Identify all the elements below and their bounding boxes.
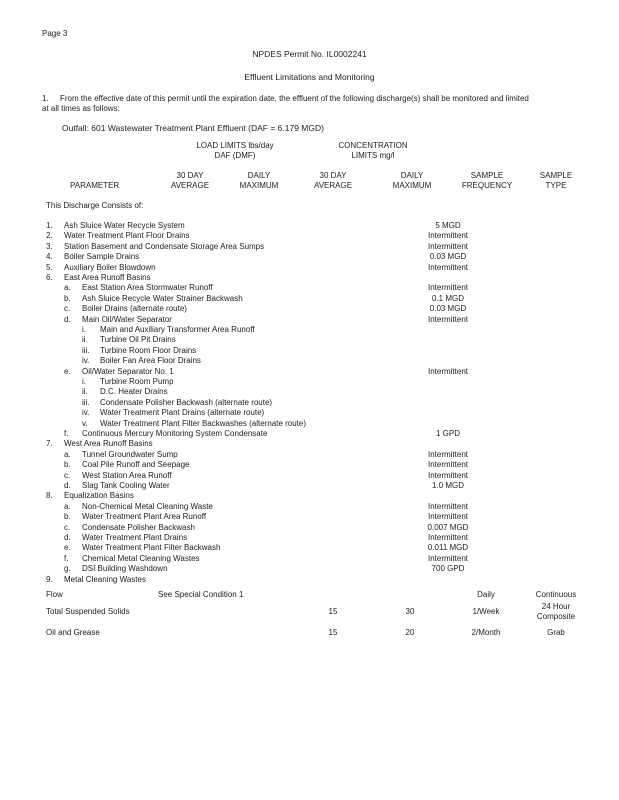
- discharge-item-label: Turbine Oil Pit Drains: [100, 335, 176, 345]
- discharge-item-label: Main and Auxiliary Transformer Area Runoff: [100, 325, 255, 334]
- discharge-item-label: Ash Sluice Recycle Water Strainer Backwash: [82, 293, 243, 303]
- discharge-item-number: d.: [64, 533, 71, 542]
- discharge-item-value: 0.03 MGD: [429, 252, 467, 262]
- discharge-item-value: 0.011 MGD: [427, 543, 469, 553]
- param-name: Flow: [46, 590, 63, 599]
- discharge-item-value: Intermittent: [427, 241, 468, 251]
- header-load-30-day-2: AVERAGE: [170, 181, 210, 190]
- discharge-item-number: c.: [64, 522, 71, 532]
- discharge-item-label: Metal Cleaning Wastes: [64, 574, 146, 584]
- discharge-item-label: D.C. Heater Drains: [100, 387, 168, 397]
- discharge-item-number: v.: [82, 418, 88, 428]
- header-sample-frequency: SAMPLE: [470, 171, 504, 180]
- param-name: Oil and Grease: [46, 628, 100, 637]
- discharge-item-number: b.: [64, 293, 71, 303]
- header-conc-30-day-2: AVERAGE: [313, 181, 353, 190]
- discharge-item-number: i.: [82, 377, 86, 386]
- discharge-item-value: 1 GPD: [435, 429, 460, 438]
- discharge-item-label: Equalization Basins: [64, 491, 134, 501]
- intro-line-2: at all times as follows:: [42, 104, 120, 113]
- param-frequency: Daily: [477, 590, 495, 599]
- discharge-item-number: 8.: [46, 491, 53, 501]
- discharge-item-number: a.: [64, 283, 71, 293]
- discharge-item-label: Station Basement and Condensate Storage Area Sumps: [64, 241, 265, 251]
- param-sample-type: Grab: [547, 628, 565, 637]
- outfall-description: Outfall: 601 Wastewater Treatment Plant Effluent (DAF = 6.179 MGD): [62, 123, 324, 133]
- discharge-item-label: Turbine Room Pump: [100, 377, 174, 386]
- header-conc-30-day: 30 DAY: [319, 171, 347, 180]
- param-sample-type: Continuous: [535, 590, 577, 599]
- discharge-item-number: a.: [64, 501, 71, 511]
- intro-number: 1.: [42, 94, 49, 103]
- discharge-item-number: c.: [64, 470, 71, 480]
- discharge-item-number: i.: [82, 325, 86, 334]
- header-parameter: PARAMETER: [70, 181, 120, 190]
- discharge-item-value: Intermittent: [427, 314, 468, 324]
- discharge-item-label: Water Treatment Plant Floor Drains: [64, 231, 190, 241]
- discharge-item-label: DSI Building Washdown: [82, 564, 168, 574]
- param-conc-30-day: 15: [328, 628, 338, 637]
- discharge-item-number: 1.: [46, 221, 53, 230]
- section-title: Effluent Limitations and Monitoring: [244, 72, 375, 82]
- param-sample-type-2: Composite: [536, 612, 576, 621]
- discharge-item-number: iii.: [82, 345, 90, 355]
- param-note: See Special Condition 1: [158, 590, 244, 599]
- discharge-item-label: Coal Pile Runoff and Seepage: [82, 460, 190, 470]
- discharge-item-number: e.: [64, 543, 71, 553]
- discharge-item-number: iv.: [82, 356, 90, 366]
- header-conc-daily-2: MAXIMUM: [392, 181, 432, 190]
- header-sample-frequency-2: FREQUENCY: [461, 181, 513, 190]
- discharge-item-label: West Station Area Runoff: [82, 470, 172, 480]
- discharge-item-number: f.: [64, 429, 69, 438]
- discharge-item-number: a.: [64, 449, 71, 459]
- discharge-item-label: East Station Area Stormwater Runoff: [82, 283, 213, 293]
- discharge-item-label: Chemical Metal Cleaning Wastes: [82, 553, 200, 563]
- discharge-item-number: 6.: [46, 273, 53, 282]
- discharge-item-number: c.: [64, 304, 71, 314]
- discharge-item-number: 3.: [46, 241, 53, 251]
- discharge-item-value: Intermittent: [427, 470, 468, 480]
- concentration-subheading: LIMITS mg/l: [351, 151, 395, 160]
- discharge-item-number: 5.: [46, 262, 53, 272]
- discharge-item-label: Auxiliary Boiler Blowdown: [64, 262, 156, 272]
- discharge-item-value: 1.0 MGD: [431, 481, 464, 490]
- discharge-item-number: e.: [64, 366, 71, 376]
- header-conc-daily: DAILY: [400, 171, 424, 180]
- discharge-item-value: 0.03 MGD: [429, 304, 467, 314]
- discharge-item-value: 700 GPD: [431, 564, 465, 574]
- discharge-item-value: Intermittent: [427, 533, 468, 542]
- discharge-item-value: 5 MGD: [435, 221, 461, 230]
- param-conc-30-day: 15: [328, 607, 338, 616]
- discharge-item-number: d.: [64, 314, 71, 324]
- discharge-item-number: ii.: [82, 335, 88, 345]
- discharge-item-value: Intermittent: [427, 283, 468, 293]
- header-load-daily-2: MAXIMUM: [239, 181, 279, 190]
- discharge-item-label: Water Treatment Plant Filter Backwashes (alternate route): [100, 418, 307, 428]
- load-limits-heading: LOAD LIMITS lbs/day: [196, 141, 274, 150]
- concentration-heading: CONCENTRATION: [338, 141, 408, 150]
- discharge-item-value: Intermittent: [427, 366, 468, 376]
- permit-title: NPDES Permit No. IL0002241: [252, 49, 367, 59]
- discharge-item-number: iii.: [82, 397, 90, 407]
- param-conc-daily: 20: [405, 628, 415, 637]
- discharge-item-value: Intermittent: [427, 262, 468, 272]
- discharge-item-label: Non-Chemical Metal Cleaning Waste: [82, 501, 213, 511]
- discharge-item-number: 4.: [46, 252, 53, 262]
- discharge-item-number: g.: [64, 564, 71, 574]
- discharge-item-label: Condensate Polisher Backwash (alternate route): [100, 397, 273, 407]
- header-sample-type-2: TYPE: [545, 181, 567, 190]
- header-load-daily: DAILY: [247, 171, 271, 180]
- discharge-item-number: 9.: [46, 574, 53, 584]
- discharge-item-number: ii.: [82, 387, 88, 397]
- discharge-item-label: Turbine Room Floor Drains: [100, 345, 197, 355]
- discharge-item-value: Intermittent: [427, 231, 468, 241]
- header-load-30-day: 30 DAY: [176, 171, 204, 180]
- discharge-item-label: Continuous Mercury Monitoring System Condensate: [82, 429, 268, 438]
- discharge-item-label: Tunnel Groundwater Sump: [82, 449, 178, 459]
- discharge-item-label: Water Treatment Plant Area Runoff: [82, 512, 207, 522]
- discharge-item-label: Main Oil/Water Separator: [82, 314, 172, 324]
- discharge-item-number: 2.: [46, 231, 53, 241]
- discharge-item-label: Boiler Drains (alternate route): [82, 304, 187, 314]
- discharge-item-label: Water Treatment Plant Drains: [82, 533, 188, 542]
- param-conc-daily: 30: [405, 607, 415, 616]
- intro-line-1: From the effective date of this permit until the expiration date, the effluent of the following discharge(s) shall be monitored and limited: [60, 94, 529, 103]
- discharge-item-value: 0.007 MGD: [427, 522, 469, 532]
- discharge-item-number: f.: [64, 553, 69, 563]
- param-name: Total Suspended Solids: [46, 607, 130, 616]
- discharge-item-number: iv.: [82, 408, 90, 418]
- discharge-item-label: Oil/Water Separator No. 1: [82, 366, 174, 376]
- discharge-item-number: b.: [64, 460, 71, 470]
- discharge-item-label: West Area Runoff Basins: [64, 439, 153, 449]
- discharge-item-label: Boiler Sample Drains: [64, 252, 140, 262]
- discharge-item-value: Intermittent: [427, 460, 468, 470]
- discharge-item-label: Slag Tank Cooling Water: [82, 481, 170, 490]
- discharge-item-label: Condensate Polisher Backwash: [82, 522, 195, 532]
- param-frequency: 2/Month: [471, 628, 501, 637]
- param-frequency: 1/Week: [472, 607, 500, 616]
- discharge-intro: This Discharge Consists of:: [46, 201, 144, 210]
- discharge-item-value: 0.1 MGD: [431, 293, 464, 303]
- discharge-item-number: d.: [64, 481, 71, 490]
- page-label: Page 3: [42, 29, 68, 38]
- discharge-item-number: 7.: [46, 439, 53, 449]
- param-sample-type: 24 Hour: [541, 602, 571, 611]
- header-sample-type: SAMPLE: [539, 171, 573, 180]
- discharge-item-label: East Area Runoff Basins: [64, 273, 151, 282]
- discharge-item-value: Intermittent: [427, 501, 468, 511]
- discharge-item-label: Ash Sluice Water Recycle System: [64, 221, 185, 230]
- discharge-item-label: Boiler Fan Area Floor Drains: [100, 356, 201, 366]
- load-limits-subheading: DAF (DMF): [214, 151, 256, 160]
- discharge-item-value: Intermittent: [427, 512, 468, 522]
- discharge-item-number: b.: [64, 512, 71, 522]
- discharge-item-value: Intermittent: [427, 553, 468, 563]
- discharge-item-value: Intermittent: [427, 449, 468, 459]
- discharge-item-label: Water Treatment Plant Filter Backwash: [82, 543, 221, 553]
- discharge-item-label: Water Treatment Plant Drains (alternate route): [100, 408, 265, 418]
